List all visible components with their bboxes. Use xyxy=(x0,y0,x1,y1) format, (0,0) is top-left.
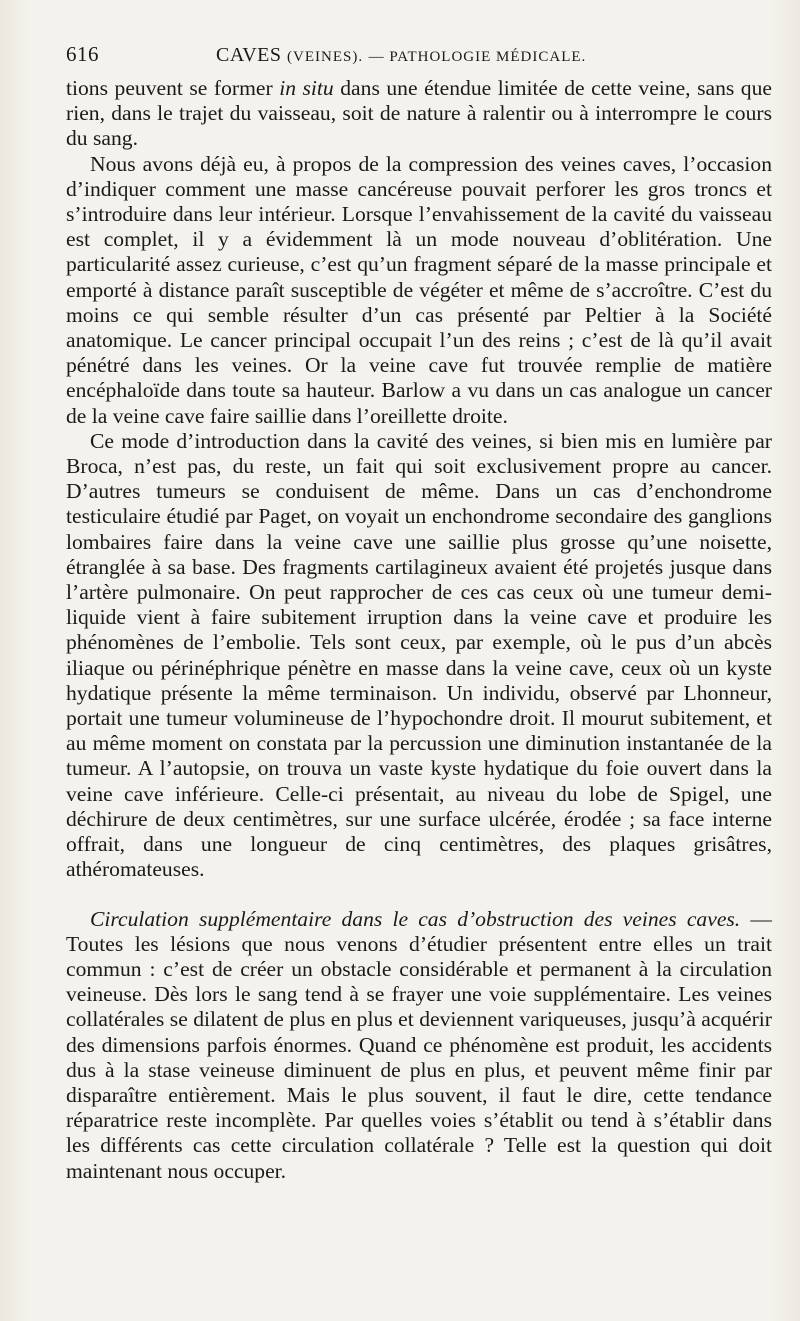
paragraph-circulation xyxy=(66,907,772,1184)
body-text xyxy=(66,76,772,1184)
paragraph-continuation xyxy=(66,76,772,152)
section-gap xyxy=(66,883,772,907)
running-title xyxy=(216,44,586,67)
emphasis-in-situ: in situ xyxy=(279,76,334,100)
running-title-rest: — PATHOLOGIE MÉDICALE. xyxy=(368,49,587,65)
page-number: 616 xyxy=(66,42,99,66)
paragraph-tumors: Ce mode d’introduction dans la cavité des veines, si bien mis en lumière par Broca, n’est pas, du reste, un fait qui soit exclusivement propre au cancer. D’autres tumeurs se conduisent de même. Dans un cas d’enchondrome testiculaire étudié par Paget, on voyait un enchondrome secondaire des ganglions lombaires faire dans la veine cave une saillie plus grosse qu’une noisette, étranglée à sa base. Des fragments cartilagineux avaient été projetés jusque dans l’artère pulmonaire. On peut rapprocher de ces cas ceux où une tumeur demi-liquide vient à faire subitement irruption dans la veine cave et produire les phénomènes de l’embolie. Tels sont ceux, par exemple, où le pus d’un abcès iliaque ou périnéphrique pénètre en masse dans la veine cave, ceux où un kyste hydatique présente la même terminaison. Un individu, observé par Lhonneur, portait une tumeur volumineuse de l’hypochondre droit. Il mourut subitement, et au même moment on constata par la percussion une diminution instantanée de la tumeur. A l’autopsie, on trouva un vaste kyste hydatique du foie ouvert dans la veine cave inférieure. Celle-ci présentait, au niveau du lobe de Spigel, une déchirure de deux centimètres, sur une surface ulcérée, érodée ; sa face interne offrait, dans une longueur de cinq centimètres, des plaques grisâtres, athéromateuses. xyxy=(66,428,772,882)
paragraph-cancer: Nous avons déjà eu, à propos de la compression des veines caves, l’occasion d’indiquer comment une masse cancéreuse pouvait perforer les gros troncs et s’introduire dans leur intérieur. Lorsque l’envahissement de la cavité du vaisseau est complet, il y a évidemment là un mode nouveau d’oblitération. Une particularité assez curieuse, c’est qu’un fragment séparé de la masse principale et emporté à distance paraît susceptible de végéter et même de s’accroître. C’est du moins ce qui semble résulter d’un cas présenté par Peltier à la Société anatomique. Le cancer principal occupait l’un des reins ; c’est de là qu’il avait pénétré dans les veines. Or la veine cave fut trouvée remplie de matière encéphaloïde dans toute sa hauteur. Barlow a vu dans un cas analogue un cancer de la veine cave faire saillie dans l’oreillette droite. xyxy=(66,151,772,428)
paragraph-text: — Toutes les lésions que nous venons d’étudier présentent entre elles un trait commun : c’est de créer un obstacle considérable et permanent à la circulation veineuse. Dès lors le sang tend à se frayer une voie supplémentaire. Les veines collatérales se dilatent de plus en plus et deviennent variqueuses, jusqu’à acquérir des dimensions parfois énormes. Quand ce phénomène est produit, les accidents dus à la stase veineuse diminuent de plus en plus, et peuvent même finir par disparaître entièrement. Mais le plus souvent, il faut le dire, cette tendance réparatrice reste incomplète. Par quelles voies s’établit ou tend à s’établir dans les différents cas cette circulation collatérale ? Telle est la question qui doit maintenant nous occuper. xyxy=(66,906,772,1183)
section-heading: Circulation supplémentaire dans le cas d’obstruction des veines caves. xyxy=(90,906,741,931)
running-title-main: CAVES xyxy=(216,44,282,66)
paragraph-text: dans une étendue limitée de cette veine, sans que rien, dans le trajet du vaisseau, soit de nature à ralentir ou à interrompre le cours du sang. xyxy=(66,76,772,151)
running-header xyxy=(66,42,772,72)
running-title-paren: (VEINES). xyxy=(287,49,364,65)
paragraph-text: tions peuvent se former xyxy=(66,76,280,100)
